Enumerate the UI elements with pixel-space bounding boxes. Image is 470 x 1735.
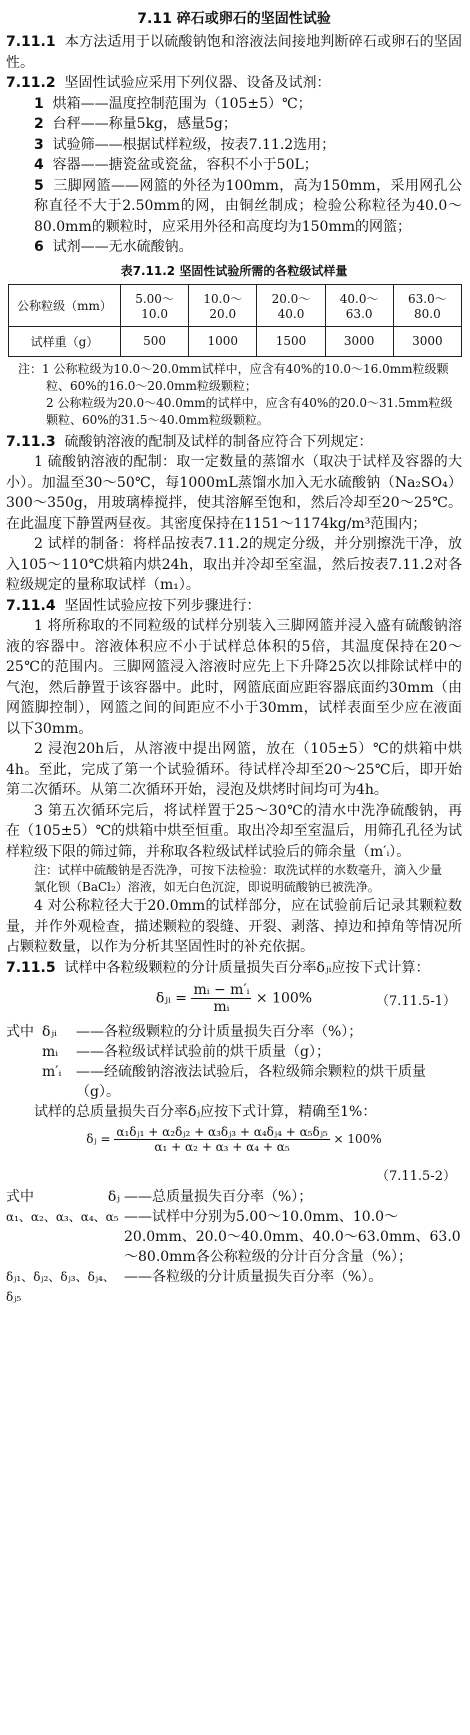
table-notes [6,361,462,429]
item-number: 5 [34,177,44,194]
clause-text: 本方法适用于以硫酸钠饱和溶液法间接地判断碎石或卵石的坚固性。 [6,34,462,71]
item-number: 2 [34,116,44,132]
equipment-list [6,94,462,258]
table-cell: 10.0～ 20.0 [189,284,257,326]
item-text: 烘箱——温度控制范围为（105±5）℃； [52,95,312,112]
item-text: 试验筛——根据试样粒级，按表7.11.2选用； [52,136,336,153]
item-number: 3 [34,136,44,153]
table-cell: 63.0～ 80.0 [393,284,461,326]
equipment-item [6,237,462,258]
item-number: 1 [34,95,44,112]
wash-note: 注：试样中硫酸钠是否洗净，可按下法检验：取洗试样的水数毫升，滴入少量氯化钡（BaCl₂）溶液，如无白色沉淀，即说明硫酸钠已被洗净。 [34,863,443,894]
table-note-2: 2 公称粒级为20.0～40.0mm的试样中，应含有40%的20.0～31.5mm粒级颗粒、60%的31.5～40.0mm粒级颗粒。 [46,395,453,427]
clause-7-11-3 [6,432,462,453]
equipment-item [6,94,462,115]
paragraph: 1 硫酸钠溶液的配制：取一定数量的蒸馏水（取决于试样及容器的大小）。加温至30～50℃，每1000mL蒸馏水加入无水硫酸钠（Na₂SO₄）300～350g，用玻璃棒搅拌，使其溶解至饱和，然后冷却至20～25℃。在此温度下静置两昼夜。其密度保持在1151～1174kg/m³范围内； [6,454,462,532]
item-text: 三脚网篮——网篮的外径为100mm，高为150mm，采用网孔公称直径不大于2.50mm的网，由铜丝制成；检验公称粒径为40.0～80.0mm的颗粒时，应采用外径和高度均为150mm的网篮； [34,177,462,235]
equipment-item [6,176,462,238]
formula-1: δⱼᵢ = $\frac{\text{mᵢ − m′ᵢ}}{\text{mᵢ}}$ × 100% （7.11.5-1） [155,982,456,1015]
paragraph: 4 对公称粒径大于20.0mm的试样部分，应在试验前后记录其颗粒数量，并作外观检查，描述颗粒的裂缝、开裂、剥落、掉边和掉角等情况所占颗粒数量，以作为分析其坚固性时的补充依据。 [6,898,462,955]
item-number: 4 [34,157,44,173]
table-cell: 500 [121,326,189,356]
symbol-definitions-1: 式中 δⱼᵢ ——各粒级颗粒的分计质量损失百分率（%）； mᵢ ——各粒级试样试验前的烘干质量（g）； m′ᵢ ——经硫酸钠溶液法试验后，各粒级筛余颗粒的烘干质量（g）。 [6,1024,426,1100]
table-note-1: 注：1 公称粒级为10.0～20.0mm试样中，应含有40%的10.0～16.0mm粒级颗粒、60%的16.0～20.0mm粒级颗粒； [18,361,449,393]
equation-number: （7.11.5-1） [375,994,456,1009]
table-cell: 5.00～ 10.0 [121,284,189,326]
clause-number: 7.11.3 [6,433,56,450]
clause-7-11-2 [6,73,462,94]
item-text: 试剂——无水硫酸钠。 [52,239,193,255]
table-header-size: 公称粒级（mm） [9,284,121,326]
clause-7-11-1 [6,32,462,73]
item-number: 6 [34,239,44,255]
item-text: 台秤——称量5kg，感量5g； [52,116,237,132]
symbol-definitions-2: 式中 δⱼ ——总质量损失百分率（%）； α₁、α₂、α₃、α₄、α₅ ——试样中分别为5.00～10.0mm、10.0～20.0mm、20.0～40.0mm、40.0～63.0mm、63.0～80.0mm各公称粒级的分计百分含量（%）； δⱼ₁、δⱼ₂、δⱼ₃、δⱼ₄、δⱼ₅ ——各粒级的分计质量损失百分率（%）。 [6,1188,461,1304]
sample-quantity-table [8,284,462,357]
clause-number: 7.11.1 [6,34,56,50]
clause-7-11-5 [6,958,462,979]
clause-7-11-4 [6,596,462,617]
equipment-item [6,155,462,176]
clause-number: 7.11.2 [6,75,56,91]
formula-2: δⱼ = $\frac{\text{α₁δⱼ₁ + α₂δⱼ₂ + α₃δⱼ₃ + α₄δⱼ₄ + α₅δⱼ₅}}{\text{α₁ + α₂ + α₃ + α₄ + α₅}}$ × 100% （7.11.5-2） [86,1124,456,1184]
equation-number: （7.11.5-2） [375,1168,456,1184]
equipment-item [6,114,462,135]
section-title: 7.11 碎石或卵石的坚固性试验 [137,11,331,27]
clause-number: 7.11.4 [6,597,56,614]
clause-text: 坚固性试验应采用下列仪器、设备及试剂： [64,75,331,91]
table-cell: 3000 [393,326,461,356]
table-header-weight: 试样重（g） [9,326,121,356]
table-cell: 3000 [325,326,393,356]
paragraph: 2 浸泡20h后，从溶液中提出网篮，放在（105±5）℃的烘箱中烘4h。至此，完成了第一个试验循环。待试样冷却至20～25℃后，即开始第二次循环。从第二次循环开始，浸泡及烘烤时间均可为4h。 [6,741,462,798]
table-caption: 表7.11.2 坚固性试验所需的各粒级试样量 [120,263,348,278]
paragraph: 2 试样的制备：将样品按表7.11.2的规定分级，并分别擦洗干净，放入105～110℃烘箱内烘24h，取出并冷却至室温，然后按表7.11.2对各粒级规定的量称取试样（m₁）。 [6,536,462,593]
clause-text: 坚固性试验应按下列步骤进行： [64,597,261,614]
paragraph: 3 第五次循环完后，将试样置于25～30℃的清水中洗净硫酸钠，再在（105±5）℃的烘箱中烘至恒重。取出冷却至室温后，用筛孔孔径为试样粒级下限的筛过筛，并称取各粒级试样试验后的筛余量（m′ᵢ）。 [6,802,462,860]
table-cell: 20.0～ 40.0 [257,284,325,326]
table-cell: 40.0～ 63.0 [325,284,393,326]
clause-text: 试样中各粒级颗粒的分计质量损失百分率δⱼᵢ应按下式计算： [64,959,430,976]
table-cell: 1000 [189,326,257,356]
paragraph: 1 将所称取的不同粒级的试样分别装入三脚网篮并浸入盛有硫酸钠溶液的容器中。溶液体积应不小于试样总体积的5倍，其温度保持在20～25℃的范围内。三脚网篮浸入溶液时应先上下升降25次以排除试样中的气泡，然后静置于该容器中。此时，网篮底面应距容器底面约30mm（由网篮脚控制），网篮之间的间距应不小于30mm，试样表面至少应在液面以下30mm。 [6,618,462,737]
table-cell: 1500 [257,326,325,356]
clause-text: 硫酸钠溶液的配制及试样的制备应符合下列规定： [64,433,373,450]
paragraph: 试样的总质量损失百分率δⱼ应按下式计算，精确至1%： [34,1104,377,1120]
clause-number: 7.11.5 [6,959,56,976]
equipment-item [6,135,462,156]
item-text: 容器——搪瓷盆或瓷盆，容积不小于50L； [52,157,318,173]
